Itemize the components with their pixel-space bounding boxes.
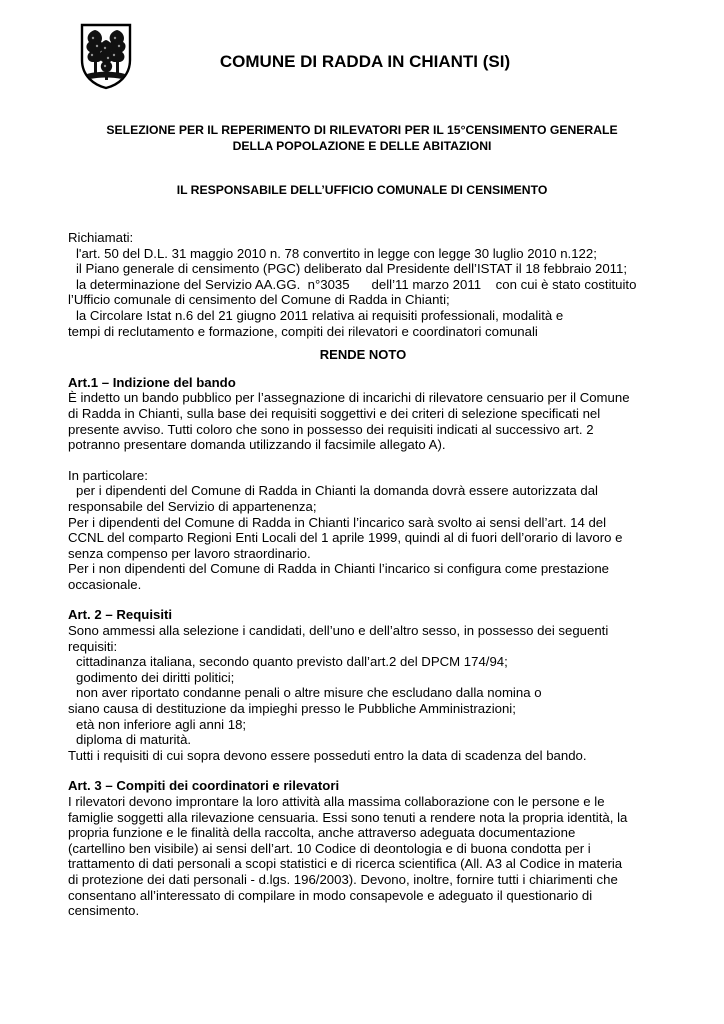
document-body — [68, 230, 658, 919]
text-line: potranno presentare domanda utilizzando il facsimile allegato A). — [68, 437, 446, 453]
art1-title: Art.1 – Indizione del bando — [68, 374, 236, 390]
list-item: godimento dei diritti politici; — [76, 669, 235, 685]
text-line: I rilevatori devono improntare la loro attività alla massima collaborazione con le persone e le — [68, 794, 605, 809]
particolare-label: In particolare: — [68, 467, 148, 483]
rende-noto-heading: RENDE NOTO — [319, 347, 407, 363]
art2-title: Art. 2 – Requisiti — [68, 607, 173, 623]
list-item: età non inferiore agli anni 18; — [76, 716, 247, 732]
list-item: cittadinanza italiana, secondo quanto previsto dall’art.2 del DPCM 174/94; — [76, 654, 508, 670]
list-item: per i dipendenti del Comune di Radda in Chianti la domanda dovrà essere autorizzata dal — [76, 483, 598, 499]
list-item: la determinazione del Servizio AA.GG. n°3035 dell’11 marzo 2011 con cui è stato costituito — [76, 276, 637, 292]
text-line: tempi di reclutamento e formazione, compiti dei rilevatori e coordinatori comunali — [68, 323, 538, 339]
text-line: (cartellino ben visibile) ai sensi dell’art. 10 Codice di deontologia e di buona condotta per i — [68, 840, 591, 856]
text-line: senza compenso per lavoro straordinario. — [68, 545, 311, 561]
art3-title: Art. 3 – Compiti dei coordinatori e rilevatori — [68, 778, 340, 794]
text-line: propria funzione e le finalità della raccolta, anche attraverso adeguata documentazione — [68, 825, 576, 841]
text-line: Sono ammessi alla selezione i candidati, dell’uno e dell’altro sesso, in possesso dei seguenti — [68, 623, 609, 639]
selection-title-line-1: SELEZIONE PER IL REPERIMENTO DI RILEVATORI PER IL 15°CENSIMENTO GENERALE — [106, 123, 618, 137]
text-line: l’Ufficio comunale di censimento del Comune di Radda in Chianti; — [68, 292, 450, 308]
text-line: Per i non dipendenti del Comune di Radda in Chianti l’incarico si configura come prestazione — [68, 561, 609, 577]
text-line: Tutti i requisiti di cui sopra devono essere posseduti entro la data di scadenza del bando. — [68, 747, 587, 763]
text-line: trattamento di dati personali a scopi statistici e di ricerca scientifica (All. A3 al Codice in materia — [68, 856, 623, 872]
text-line: CCNL del comparto Regioni Enti Locali del 1 aprile 1999, quindi al di fuori dell’orario di lavoro e — [68, 530, 623, 546]
selection-title — [60, 122, 664, 154]
text-line: responsabile del Servizio di appartenenza; — [68, 498, 317, 514]
list-item: diploma di maturità. — [76, 732, 192, 748]
art1-section — [68, 375, 658, 453]
richiamati-section — [68, 230, 658, 339]
text-line: presente avviso. Tutti coloro che sono in possesso dei requisiti indicati al successivo art. 2 — [68, 421, 594, 437]
responsible-heading: IL RESPONSABILE DELL’UFFICIO COMUNALE DI CENSIMENTO — [176, 183, 548, 197]
list-item: la Circolare Istat n.6 del 21 giugno 2011 relativa ai requisiti professionali, modalità e — [76, 307, 564, 323]
text-line: occasionale. — [68, 576, 142, 592]
text-line: siano causa di destituzione da impieghi presso le Pubbliche Amministrazioni; — [68, 701, 516, 717]
list-item: il Piano generale di censimento (PGC) deliberato dal Presidente dell’ISTAT il 18 febbraio 2011; — [76, 261, 628, 277]
text-line: censimento. — [68, 903, 140, 919]
text-line: di Radda in Chianti, sulla base dei requisiti soggettivi e dei criteri di selezione specificati nel — [68, 405, 601, 421]
text-line: di protezione dei dati personali - d.lgs. 196/2003). Devono, inoltre, fornire tutti i chiarimenti che — [68, 871, 618, 887]
art3-section — [68, 778, 658, 918]
list-item: l'art. 50 del D.L. 31 maggio 2010 n. 78 convertito in legge con legge 30 luglio 2010 n.122; — [76, 245, 597, 261]
text-line: Per i dipendenti del Comune di Radda in Chianti l’incarico sarà svolto ai sensi dell’art. 14 del — [68, 514, 607, 530]
text-line: È indetto un bando pubblico per l’assegnazione di incarichi di rilevatore censuario per il Comune — [68, 390, 630, 406]
list-item: non aver riportato condanne penali o altre misure che escludano dalla nomina o — [76, 685, 542, 701]
art2-section — [68, 607, 658, 763]
text-line: consentano all’interessato di compilare in modo consapevole e adeguato il questionario di — [68, 887, 593, 903]
text-line: requisiti: — [68, 638, 118, 654]
text-line: famiglie soggetti alla rilevazione censuaria. Essi sono tenuti a rendere nota la propria identità, la — [68, 809, 628, 825]
selection-title-line-2: DELLA POPOLAZIONE E DELLE ABITAZIONI — [232, 139, 492, 153]
municipality-title: COMUNE DI RADDA IN CHIANTI (SI) — [219, 52, 511, 71]
richiamati-label: Richiamati: — [68, 230, 134, 245]
particolare-section — [68, 468, 658, 593]
